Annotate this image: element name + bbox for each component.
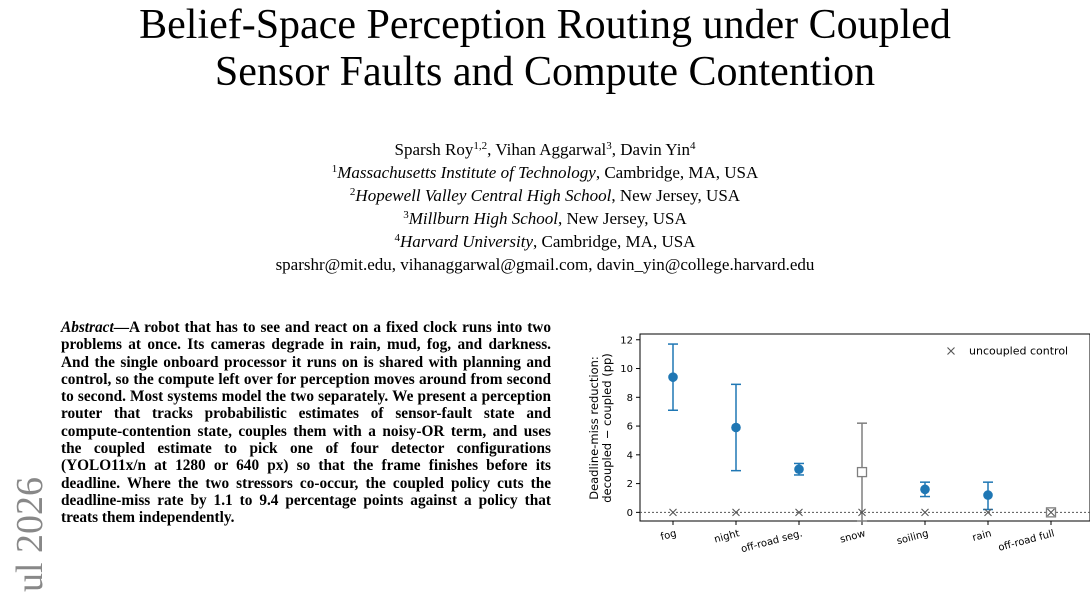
chart-ylabel-line-1: Deadline-miss reduction: xyxy=(587,356,601,500)
author-1: Sparsh Roy xyxy=(394,140,474,159)
data-point xyxy=(731,423,741,433)
author-2: Vihan Aggarwal xyxy=(495,140,607,159)
figure-chart xyxy=(583,326,1090,593)
abstract-heading: Abstract xyxy=(61,319,114,336)
data-point xyxy=(858,468,867,477)
x-tick-label: snow xyxy=(838,528,867,546)
plot-frame xyxy=(640,334,1090,521)
sidebar-text: ul 2026 xyxy=(9,476,51,592)
author-emails: sparshr@mit.edu, vihanaggarwal@gmail.com, davin_yin@college.harvard.edu xyxy=(275,255,815,274)
author-names xyxy=(0,138,1090,161)
arxiv-sidebar-stamp xyxy=(2,470,51,593)
y-tick-label: 4 xyxy=(626,450,633,462)
author-3: Davin Yin xyxy=(620,140,690,159)
author-separator: , xyxy=(611,140,621,159)
data-point xyxy=(920,485,930,495)
x-tick-label: fog xyxy=(659,528,678,544)
x-tick-label: off-road seg. xyxy=(739,528,804,556)
control-point xyxy=(922,509,929,516)
chart-svg xyxy=(583,326,1090,593)
affiliation-4: $^4$Harvard University, Cambridge, MA, USA xyxy=(394,232,696,251)
x-tick-label: off-road full xyxy=(997,528,1056,554)
y-tick-label: 10 xyxy=(620,364,633,376)
legend-x-marker xyxy=(948,348,955,355)
data-point xyxy=(668,372,678,382)
y-tick-label: 0 xyxy=(626,507,633,519)
affiliation-2: $^2$Hopewell Valley Central High School, New Jersey, USA xyxy=(349,186,741,205)
paper-title xyxy=(0,2,1090,96)
data-marks xyxy=(640,344,1090,521)
author-separator: , xyxy=(487,140,496,159)
author-2-sup: 3 xyxy=(606,140,612,152)
x-tick-label: soiling xyxy=(895,528,930,548)
legend-label: uncoupled control xyxy=(969,344,1069,358)
affiliation-1: $^1$Massachusetts Institute of Technology, Cambridge, MA, USA xyxy=(331,163,759,182)
data-point xyxy=(983,490,993,500)
x-tick-label: night xyxy=(713,528,741,546)
x-axis-ticks xyxy=(659,521,1055,555)
control-point xyxy=(670,509,677,516)
affiliation-3: $^3$Millburn High School, New Jersey, USA xyxy=(403,209,687,228)
title-line-1: Belief-Space Perception Routing under Coupled xyxy=(139,2,951,48)
legend-marker-x xyxy=(948,348,955,355)
abstract xyxy=(61,319,551,527)
abstract-body: —A robot that has to see and react on a fixed clock runs into two problems at once. Its cameras degrade in rain, mud, fog, and darkness. And the single onboard processor it runs on is shared with planning and control, so the compute left over for perception moves around from second to second. Most systems model the two separately. We present a perception router that tracks probabilistic estimates of sensor-fault state and compute-contention state, couples them with a noisy-OR term, and uses the coupled estimate to pick one of four detector configurations (YOLO11x/n at 1280 or 640 px) so that the frame finishes before its deadline. Where the two stressors co-occur, the coupled policy cuts the deadline-miss rate by 1.1 to 9.4 percentage points against a policy that treats them independently. xyxy=(61,319,551,527)
data-point xyxy=(794,464,804,474)
y-tick-label: 6 xyxy=(626,421,633,433)
x-tick-label: rain xyxy=(971,528,993,544)
y-tick-label: 12 xyxy=(620,335,633,347)
chart-ylabel-line-2: decoupled − coupled (pp) xyxy=(600,353,614,503)
y-tick-label: 8 xyxy=(626,392,633,404)
legend xyxy=(948,345,1069,358)
y-axis-ticks xyxy=(620,335,640,519)
title-line-2: Sensor Faults and Compute Contention xyxy=(214,49,876,95)
author-3-sup: 4 xyxy=(689,140,696,152)
y-tick-label: 2 xyxy=(626,479,633,491)
author-block xyxy=(0,138,1090,276)
author-1-sup: 1,2 xyxy=(473,140,488,152)
